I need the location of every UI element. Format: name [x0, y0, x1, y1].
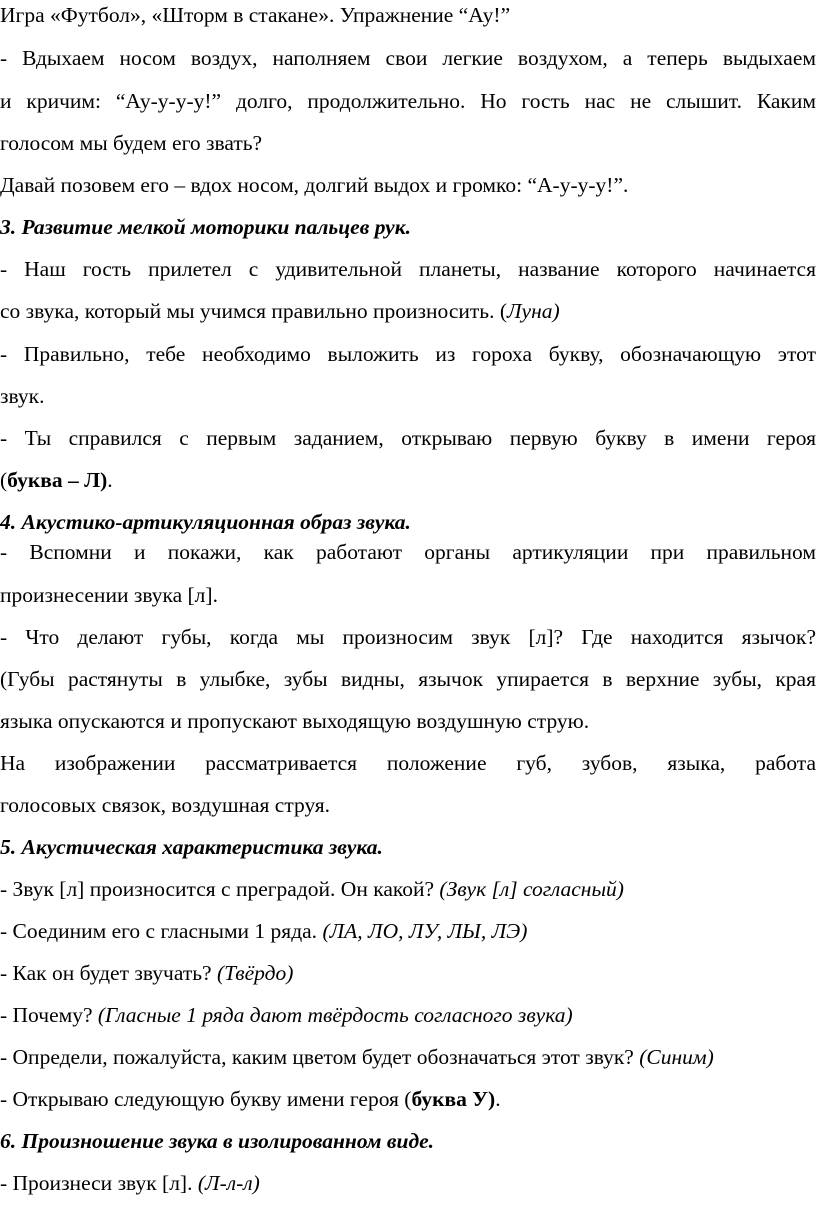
paragraph-line: [0, 86, 816, 116]
text-span: .: [495, 1087, 501, 1111]
answer-italic: (Л-л-л): [197, 1171, 260, 1195]
paragraph-line: [0, 465, 816, 495]
text-span: голосом мы будем его звать?: [0, 131, 263, 155]
paragraph-line: [0, 128, 816, 158]
text-span: языка опускаются и пропускают выходящую воздушную струю.: [0, 709, 590, 733]
paragraph-line: [0, 296, 816, 326]
text-span: голосовых связок, воздушная струя.: [0, 793, 330, 817]
text-span: со звука, который мы учимся правильно произносить. (: [0, 299, 507, 323]
answer-italic: (Звук [л] согласный): [439, 877, 624, 901]
text-span: произнесении звука [л].: [0, 583, 218, 607]
text-span: - Наш гость прилетел с удивительной планеты, название которого начинается: [0, 257, 816, 281]
answer-italic: (Твёрдо): [216, 961, 294, 985]
text-span: - Произнеси звук [л].: [0, 1171, 198, 1195]
answer-italic: (Гласные 1 ряда дают твёрдость согласного звука): [97, 1003, 573, 1027]
paragraph-line: [0, 916, 816, 946]
text-span: На изображении рассматривается положение губ, зубов, языка, работа: [0, 751, 816, 775]
text-span: - Почему?: [0, 1003, 98, 1027]
section-heading-5: [0, 832, 816, 862]
game-title-line: [0, 0, 816, 30]
paragraph-line: [0, 1084, 816, 1114]
paragraph-line: [0, 423, 816, 453]
heading-text: 4. Акустико-артикуляционная образ звука.: [0, 510, 411, 534]
text-span: - Что делают губы, когда мы произносим звук [л]? Где находится язычок?: [0, 625, 816, 649]
text-span: .: [107, 468, 113, 492]
heading-text: 6. Произношение звука в изолированном виде.: [0, 1129, 435, 1153]
text-span: - Звук [л] произносится с преградой. Он какой?: [0, 877, 440, 901]
paragraph-line: [0, 381, 816, 411]
text-span: - Вдыхаем носом воздух, наполняем свои легкие воздухом, а теперь выдыхаем: [0, 46, 816, 70]
paragraph-line: [0, 1000, 816, 1030]
text-span: Игра «Футбол», «Шторм в стакане». Упражнение “Ау!”: [0, 3, 511, 27]
text-span: (: [0, 468, 8, 492]
text-span: - Определи, пожалуйста, каким цветом будет обозначаться этот звук?: [0, 1045, 640, 1069]
section-heading-4: [0, 507, 816, 537]
text-span: и кричим: “Ау-у-у-у!” долго, продолжительно. Но гость нас не слышит. Каким: [0, 89, 816, 113]
text-span: - Вспомни и покажи, как работают органы артикуляции при правильном: [0, 540, 816, 564]
text-span: - Соединим его с гласными 1 ряда.: [0, 919, 323, 943]
text-span: звук.: [0, 384, 45, 408]
answer-italic: (ЛА, ЛО, ЛУ, ЛЫ, ЛЭ): [322, 919, 528, 943]
paragraph-line: [0, 1042, 816, 1072]
paragraph-line: [0, 706, 816, 736]
text-span: - Как он будет звучать?: [0, 961, 217, 985]
answer-italic: (Синим): [639, 1045, 714, 1069]
letter-bold: буква – Л): [7, 468, 108, 492]
paragraph-line: [0, 748, 816, 778]
answer-italic: Луна): [506, 299, 560, 323]
letter-bold: буква У): [411, 1087, 496, 1111]
text-span: - Ты справился с первым заданием, открываю первую букву в имени героя: [0, 426, 816, 450]
paragraph-line: [0, 43, 816, 73]
paragraph-line: [0, 790, 816, 820]
paragraph-line: [0, 339, 816, 369]
paragraph-line: [0, 622, 816, 652]
paragraph-line: [0, 254, 816, 284]
heading-text: 3. Развитие мелкой моторики пальцев рук.: [0, 215, 411, 239]
section-heading-6: [0, 1126, 816, 1156]
paragraph-line: [0, 580, 816, 610]
paragraph-line: [0, 958, 816, 988]
section-heading-3: [0, 212, 816, 242]
text-span: - Открываю следующую букву имени героя (: [0, 1087, 412, 1111]
paragraph-line: [0, 664, 816, 694]
text-span: Давай позовем его – вдох носом, долгий выдох и громко: “А-у-у-у!”.: [0, 173, 629, 197]
paragraph-line: [0, 874, 816, 904]
paragraph-line: [0, 1168, 816, 1198]
text-span: - Правильно, тебе необходимо выложить из гороха букву, обозначающую этот: [0, 342, 816, 366]
paragraph-line: [0, 170, 816, 200]
text-span: (Губы растянуты в улыбке, зубы видны, язычок упирается в верхние зубы, края: [0, 667, 816, 691]
paragraph-line: [0, 537, 816, 567]
heading-text: 5. Акустическая характеристика звука.: [0, 835, 383, 859]
